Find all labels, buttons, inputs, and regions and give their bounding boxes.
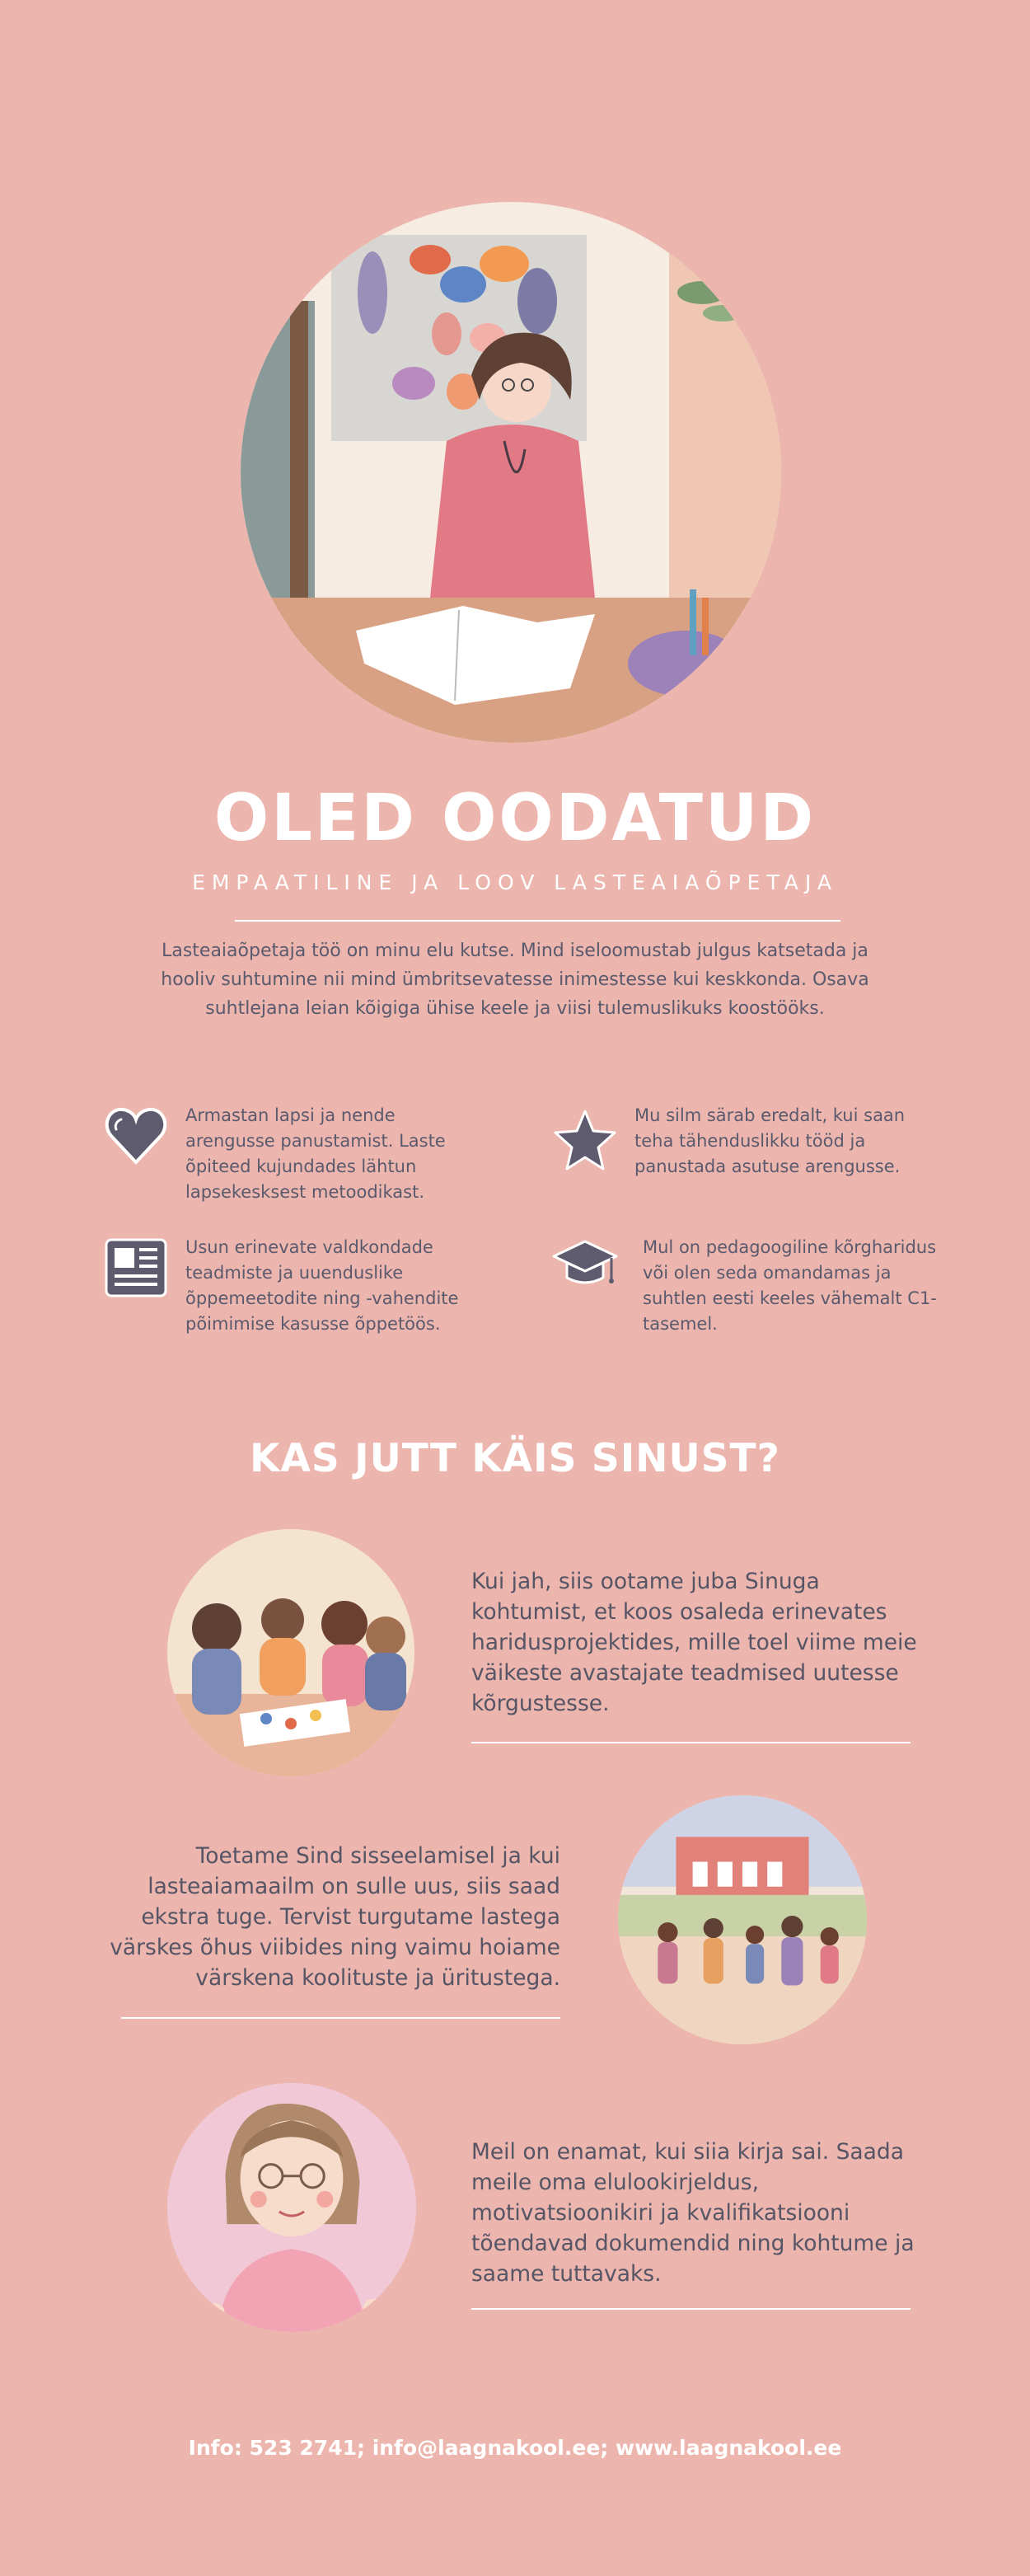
feature-text-meaningful-work: Mu silm särab eredalt, kui saan teha tähenduslikku tööd ja panustada asutuse arengusse. [634, 1105, 906, 1176]
divider [471, 2308, 911, 2310]
footer-contact-info: Info: 523 2741; info@laagnakool.ee; www.laagnakool.ee [188, 2436, 842, 2460]
feature-text-teaching-methods: Usun erinevate valdkondade teadmiste ja uuenduslike õppemeetodite ning -vahendite põimimise kasusse õppetöös. [185, 1237, 459, 1334]
heart-icon [103, 1103, 169, 1172]
block-text-apply: Meil on enamat, kui siia kirja sai. Saada meile oma elulookirjeldus, motivatsioonikiri ja kvalifikatsiooni tõendavad dokumendid ning kohtume ja saame tuttavaks. [471, 2139, 915, 2287]
graduation-cap-icon [552, 1233, 618, 1302]
block-text-support: Toetame Sind sisseelamisel ja kui lasteaiamaailm on sulle uus, siis saad ekstra tuge. Tervist turgutame lastega värskes õhus viibides ning vaimu hoiame värskena koolituste ja üritustega. [110, 1843, 560, 1991]
section-title: KAS JUTT KÄIS SINUST? [250, 1436, 780, 1481]
feature-text-love-children: Armastan lapsi ja nende arengusse panustamist. Laste õpiteed kujundades lähtun lapsekesksest metoodikast. [185, 1105, 446, 1202]
newspaper-icon [103, 1235, 169, 1304]
children-playing-outdoors-illustration [618, 1795, 867, 2044]
page-title: OLED OODATUD [213, 781, 817, 856]
block-text-meeting: Kui jah, siis ootame juba Sinuga kohtumist, et koos osaleda erinevates haridusprojektides, mille toel viime meie väikeste avastajate teadmised uutesse kõrgustesse. [471, 1569, 917, 1716]
star-icon [552, 1108, 618, 1177]
divider [121, 2017, 560, 2019]
teacher-portrait-illustration [167, 2083, 416, 2332]
divider [235, 920, 840, 922]
children-drawing-illustration [167, 1529, 414, 1776]
divider [471, 1742, 911, 1743]
feature-text-qualification: Mul on pedagoogiline kõrgharidus või olen seda omandamas ja suhtlen eesti keeles vähemalt C1-tasemel. [643, 1237, 937, 1334]
page-subtitle: EMPAATILINE JA LOOV LASTEAIAÕPETAJA [192, 870, 838, 894]
intro-paragraph: Lasteaiaõpetaja töö on minu elu kutse. Mind iseloomustab julgus katsetada ja hooliv suhtumine nii mind ümbritsevatesse inimestesse kui keskkonda. Osava suhtlejana leian kõigiga ühise keele ja viisi tulemuslikuks koostööks. [161, 941, 869, 1019]
teacher-reading-illustration [241, 202, 781, 743]
